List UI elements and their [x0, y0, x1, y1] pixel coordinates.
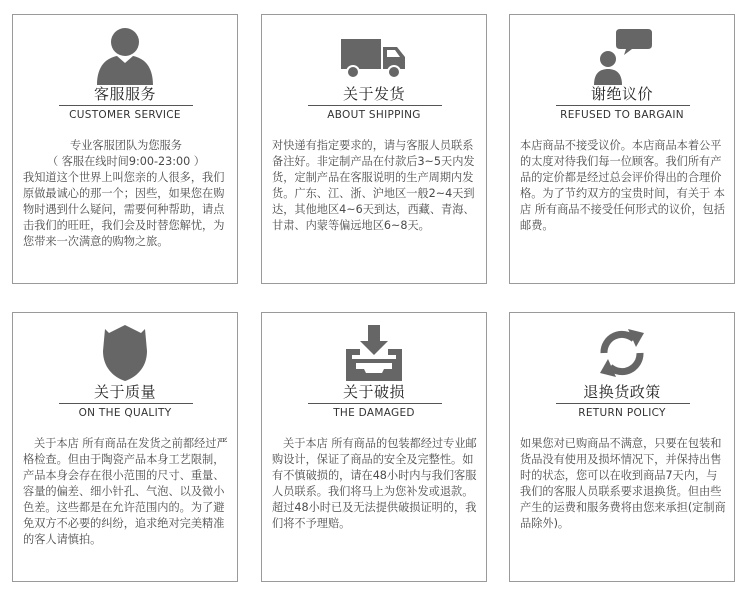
body-paragraph: 对快递有指定要求的，请与客服人员联系备注好。非定制产品在付款后3~5天内发货，定制产品在客服说明的生产周期内发货。广东、江、浙、沪地区一般2~4天到达，其他地区4~6天到达，西藏、青海、甘肃、内蒙等偏远地区6~8天。 [272, 139, 475, 232]
shield-icon [13, 323, 237, 389]
body-paragraph: 关于本店 所有商品在发货之前都经过严格检查。但由于陶瓷产品本身工艺限制，产品本身会存在很小范围的尺寸、重量、容量的偏差、细小针孔、气泡、以及微小色差。这些都是在允许范围内的。为了避免双方不必要的纠纷，追求绝对完美精准的客人请慎拍。 [23, 437, 228, 546]
card-title: 谢绝议价 [590, 85, 653, 103]
card-subtitle: REFUSED TO BARGAIN [560, 109, 684, 121]
card-return-policy [509, 312, 735, 582]
body-line: 专业客服团队为您服务 [70, 139, 182, 152]
body-paragraph: 关于本店 所有商品的包装都经过专业邮购设计，保证了商品的安全及完整性。如有不慎破损的，请在48小时内与我们客服人员联系。我们将马上为您补发或退款。超过48小时已及无法提供破损证明的，我们将不予理赔。 [272, 437, 477, 530]
body-paragraph: 本店商品不接受议价。本店商品本着公平的太度对待我们每一位顾客。我们所有产品的定价都是经过总会评价得出的合理价格。为了节约双方的宝贵时间，有关于 本店 所有商品不接受任何形式的议价，包括邮费。 [520, 139, 725, 232]
card-customer-service [12, 14, 238, 284]
card-subtitle: ABOUT SHIPPING [327, 109, 421, 121]
card-refused-bargain [509, 14, 735, 284]
card-body [23, 436, 229, 548]
card-subtitle: THE DAMAGED [333, 407, 415, 419]
card-body [520, 138, 726, 234]
refresh-icon [510, 323, 734, 389]
card-title: 关于破损 [342, 383, 405, 401]
card-about-shipping [261, 14, 487, 284]
card-body [272, 436, 478, 532]
card-title: 客服服务 [93, 85, 156, 103]
card-subtitle: RETURN POLICY [578, 407, 666, 419]
card-title: 关于质量 [93, 383, 156, 401]
speaker-icon [510, 25, 734, 91]
card-title: 退换货政策 [583, 383, 661, 401]
truck-icon [262, 25, 486, 91]
card-title: 关于发货 [342, 85, 405, 103]
title-divider [556, 105, 690, 106]
title-divider [59, 403, 193, 404]
card-subtitle: CUSTOMER SERVICE [69, 109, 181, 121]
card-on-quality [12, 312, 238, 582]
inbox-download-icon [262, 323, 486, 389]
body-paragraph: 我知道这个世界上叫您亲的人很多，我们原做最诚心的那一个；因些，如果您在购物时遇到什么疑问，需要何种帮助，请点击我们的旺旺，我们会及时替您解忧，为您带来一次满意的购物之旅。 [23, 171, 225, 248]
card-subtitle: ON THE QUALITY [78, 407, 172, 419]
card-body [272, 138, 478, 234]
card-body [520, 436, 726, 532]
body-paragraph: 如果您对已购商品不满意，只要在包装和货品没有使用及损坏情况下，并保持出售时的状态，您可以在收到商品7天内，与我们的客服人员联系要求退换货。但由些产生的运费和服务费将由您来承担(定制商品除外)。 [520, 437, 726, 530]
card-body [23, 138, 229, 250]
title-divider [556, 403, 690, 404]
body-line: （ 客服在线时间9:00-23:00 ） [46, 155, 205, 168]
title-divider [308, 403, 442, 404]
card-the-damaged [261, 312, 487, 582]
title-divider [59, 105, 193, 106]
title-divider [308, 105, 442, 106]
person-icon [13, 25, 237, 91]
